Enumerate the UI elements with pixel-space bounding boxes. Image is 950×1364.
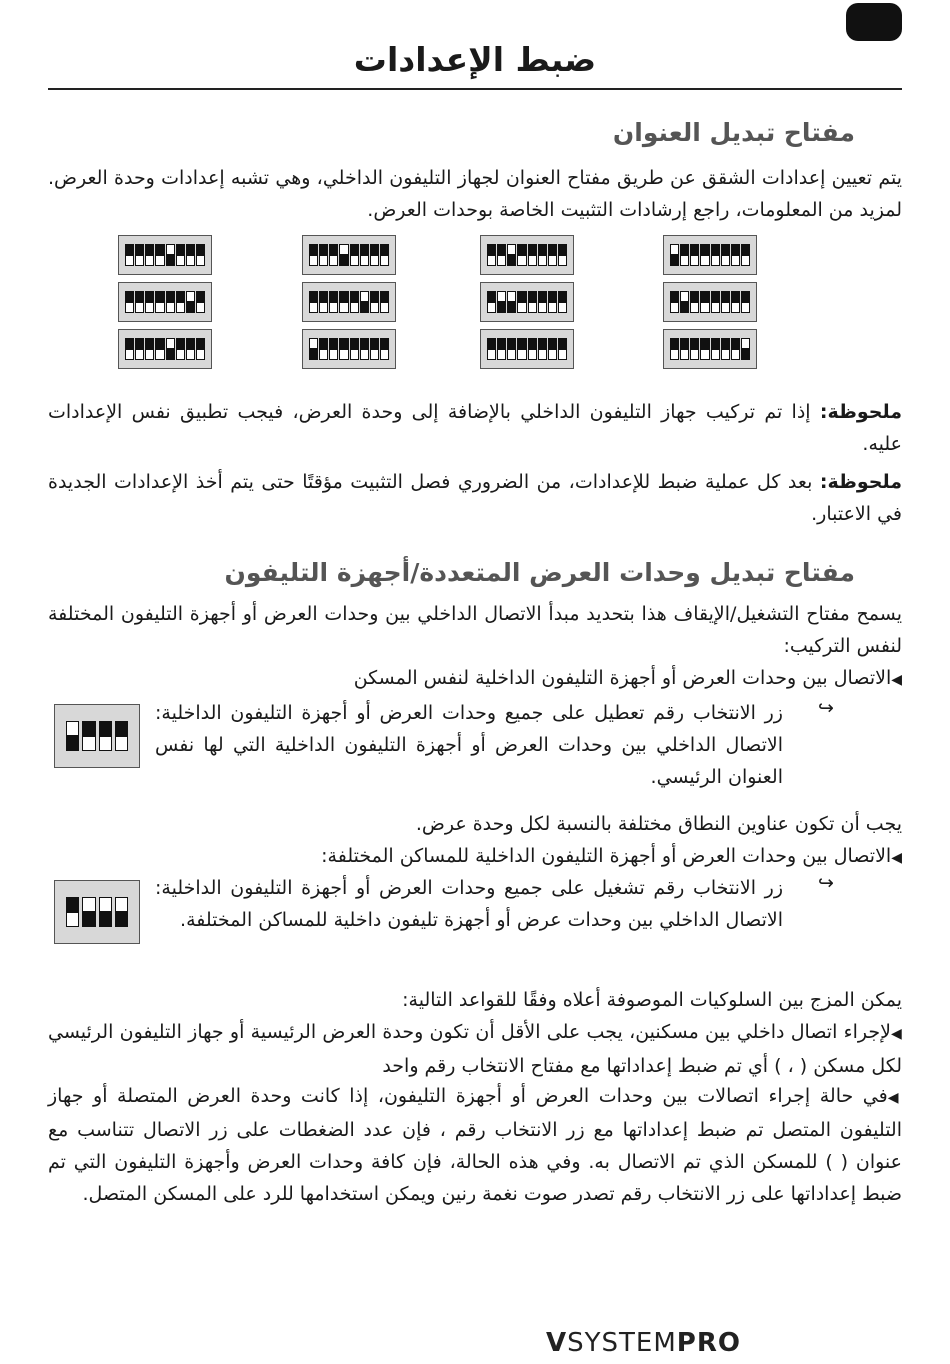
dip-toggle (380, 291, 389, 313)
dip-toggle (690, 291, 699, 313)
dip-toggle (125, 291, 134, 313)
dip-toggle (548, 291, 557, 313)
dip-toggle (528, 291, 537, 313)
item-disable-text: زر الانتخاب رقم تعطيل على جميع وحدات العرض أو أجهزة التليفون الداخلية: الاتصال الداخلي بين وحدات العرض أو أجهزة التليفون الداخلية التي لها نفس العنوان الرئيسي. (155, 702, 783, 788)
dip-toggle (166, 291, 175, 313)
dip-toggle (196, 244, 205, 266)
dip-toggle (700, 291, 709, 313)
dip-switch-11 (302, 329, 396, 369)
dip-toggle (517, 338, 526, 360)
dip-toggle (360, 244, 369, 266)
dip-toggle (135, 244, 144, 266)
dip-toggle (155, 338, 164, 360)
dip-toggle (721, 291, 730, 313)
four-way-switch-off (54, 704, 140, 768)
dip-toggle (309, 244, 318, 266)
dip-toggle (538, 338, 547, 360)
dip-toggle (360, 291, 369, 313)
multi-display-intro: يسمح مفتاح التشغيل/الإيقاف هذا بتحديد مبدأ الاتصال الداخلي بين وحدات العرض أو أجهزة التليفون المختلفة لنفس التركيب: (48, 603, 902, 657)
dip-toggle (319, 338, 328, 360)
dip-toggle (711, 338, 720, 360)
dip-toggle (145, 291, 154, 313)
dip-switch-9 (663, 329, 757, 369)
dip-toggle (700, 244, 709, 266)
dip-toggle (487, 244, 496, 266)
brand-logo (546, 1328, 741, 1358)
dip-switch-1 (663, 235, 757, 275)
dip-toggle (319, 244, 328, 266)
dip-switch-12 (118, 329, 212, 369)
dip-toggle (517, 244, 526, 266)
item-enable-text: زر الانتخاب رقم تشغيل على جميع وحدات العرض أو أجهزة التليفون الداخلية: الاتصال الداخلي بين وحدات عرض أو أجهزة تليفون داخلية للمساكن المختلفة. (155, 877, 783, 931)
note-2-label: ملحوظة: (819, 471, 902, 493)
dip-toggle (538, 291, 547, 313)
dip-toggle (670, 291, 679, 313)
dip-toggle (507, 244, 516, 266)
dip-toggle (670, 244, 679, 266)
dip-toggle (350, 338, 359, 360)
section-heading-multi-display: مفتاح تبديل وحدات العرض المتعددة/أجهزة التليفون (224, 558, 855, 587)
dip-toggle (497, 338, 506, 360)
dip-toggle (721, 338, 730, 360)
dip-toggle (329, 338, 338, 360)
dip-toggle (135, 338, 144, 360)
dip-toggle (339, 338, 348, 360)
dip-toggle (690, 338, 699, 360)
dip-toggle (487, 338, 496, 360)
dip-toggle (155, 291, 164, 313)
dip-toggle (558, 338, 567, 360)
dip-toggle (741, 291, 750, 313)
dip-toggle (497, 244, 506, 266)
dip-toggle (125, 244, 134, 266)
dip-toggle (741, 338, 750, 360)
dip-toggle (528, 244, 537, 266)
dip-toggle (670, 338, 679, 360)
rule-2 (48, 1080, 902, 1210)
note-1-text: إذا تم تركيب جهاز التليفون الداخلي بالإضافة إلى وحدة العرض، فيجب تطبيق نفس الإعدادات عليه. (48, 401, 902, 455)
dip-switch-8 (118, 282, 212, 322)
rule-1-text: لإجراء اتصال داخلي بين مسكنين، يجب على الأقل أن تكون وحدة العرض الرئيسية أو جهاز التليفون الرئيسي لكل مسكن ( ، ) أي تم ضبط إعداداتها مع مفتاح الانتخاب رقم واحد (48, 1021, 902, 1077)
dip-toggle (319, 291, 328, 313)
dip-switch-2 (480, 235, 574, 275)
dip-toggle (329, 244, 338, 266)
bullet-different-dwellings-text: الاتصال بين وحدات العرض أو أجهزة التليفون الداخلية للمساكن المختلفة: (321, 845, 892, 867)
rule-2-text: في حالة إجراء اتصالات بين وحدات العرض أو أجهزة التليفون، إذا كانت وحدة العرض المتصلة أو جهاز التليفون المتصل تم ضبط إعداداتها مع زر الانتخاب رقم ، فإن عدد الضغطات على زر الاتصال تتناسب مع عنوان ( ) للمسكن الذي تم الاتصال به. وفي هذه الحالة، فإن كافة وحدات العرض وأجهزة التليفون التي تم ضبط إعداداتها على زر الانتخاب رقم تصدر صوت نغمة رنين ويمكن استخدامها للرد على المسكن المتصل. (48, 1085, 902, 1205)
dip-toggle (370, 244, 379, 266)
dip-toggle (135, 291, 144, 313)
dip-toggle (700, 338, 709, 360)
range-note: يجب أن تكون عناوين النطاق مختلفة بالنسبة لكل وحدة عرض. (415, 813, 902, 835)
dip-toggle (145, 338, 154, 360)
dip-toggle (125, 338, 134, 360)
dip-toggle (711, 244, 720, 266)
note-2-text: بعد كل عملية ضبط للإعدادات، من الضروري فصل التثبيت مؤقتًا حتى يتم أخذ الإعدادات الجديدة في الاعتبار. (48, 471, 902, 525)
dip-toggle (166, 244, 175, 266)
section-heading-address-switch: مفتاح تبديل العنوان (612, 118, 855, 147)
rule-1 (48, 1016, 902, 1082)
dip-toggle (176, 338, 185, 360)
bullet-different-dwellings (48, 840, 902, 874)
dip-toggle (558, 291, 567, 313)
note-1 (48, 396, 902, 460)
dip-toggle (186, 291, 195, 313)
dip-toggle (487, 291, 496, 313)
bullet-same-dwelling (48, 662, 902, 696)
dip-toggle (370, 291, 379, 313)
dip-toggle (176, 244, 185, 266)
dip-toggle (507, 338, 516, 360)
address-switch-paragraph: يتم تعيين إعدادات الشقق عن طريق مفتاح العنوان لجهاز التليفون الداخلي، وهي تشبه إعدادات وحدة العرض. لمزيد من المعلومات، راجع إرشادات التثبيت الخاصة بوحدات العرض. (48, 167, 902, 221)
note-1-label: ملحوظة: (819, 401, 902, 423)
dip-toggle (380, 338, 389, 360)
dip-toggle (155, 244, 164, 266)
dip-toggle (339, 244, 348, 266)
dip-toggle (166, 338, 175, 360)
dip-toggle (176, 291, 185, 313)
dip-toggle (350, 244, 359, 266)
title-divider (48, 88, 902, 90)
dip-toggle (507, 291, 516, 313)
return-arrow-icon: ↪ (818, 872, 834, 894)
dip-toggle (680, 291, 689, 313)
dip-toggle (339, 291, 348, 313)
return-arrow-icon: ↪ (818, 697, 834, 719)
dip-toggle (731, 291, 740, 313)
dip-toggle (370, 338, 379, 360)
dip-toggle (196, 338, 205, 360)
dip-toggle (680, 338, 689, 360)
dip-toggle (721, 244, 730, 266)
combine-rules-intro: يمكن المزج بين السلوكيات الموصوفة أعلاه وفقًا للقواعد التالية: (402, 989, 902, 1011)
dip-toggle (186, 338, 195, 360)
dip-toggle (517, 291, 526, 313)
triangle-left-icon: ◀ (887, 1090, 902, 1106)
dip-switch-10 (480, 329, 574, 369)
dip-toggle (329, 291, 338, 313)
dip-toggle (528, 338, 537, 360)
dip-switch-6 (480, 282, 574, 322)
dip-toggle (548, 338, 557, 360)
dip-toggle (186, 244, 195, 266)
item-disable (155, 697, 783, 793)
dip-toggle (380, 244, 389, 266)
dip-toggle (690, 244, 699, 266)
dip-toggle (680, 244, 689, 266)
note-2 (48, 466, 902, 530)
dip-toggle (145, 244, 154, 266)
page-tab-marker (846, 3, 902, 41)
dip-switch-7 (302, 282, 396, 322)
triangle-left-icon: ◀ (891, 672, 902, 688)
brand-v: V (546, 1328, 568, 1358)
brand-system: SYSTEM (567, 1328, 677, 1358)
brand-pro: PRO (676, 1328, 741, 1358)
dip-toggle (731, 244, 740, 266)
triangle-left-icon: ◀ (891, 850, 902, 866)
item-enable (155, 872, 783, 936)
page-title: ضبط الإعدادات (353, 40, 597, 79)
dip-toggle (360, 338, 369, 360)
dip-toggle (741, 244, 750, 266)
dip-toggle (548, 244, 557, 266)
dip-switch-3 (302, 235, 396, 275)
dip-toggle (538, 244, 547, 266)
triangle-left-icon: ◀ (890, 1026, 902, 1042)
dip-toggle (497, 291, 506, 313)
dip-toggle (350, 291, 359, 313)
dip-toggle (558, 244, 567, 266)
dip-toggle (711, 291, 720, 313)
dip-toggle (309, 338, 318, 360)
four-way-switch-on (54, 880, 140, 944)
dip-switch-4 (118, 235, 212, 275)
dip-toggle (731, 338, 740, 360)
bullet-same-dwelling-text: الاتصال بين وحدات العرض أو أجهزة التليفون الداخلية لنفس المسكن (353, 667, 892, 689)
dip-switch-5 (663, 282, 757, 322)
dip-toggle (196, 291, 205, 313)
dip-toggle (309, 291, 318, 313)
